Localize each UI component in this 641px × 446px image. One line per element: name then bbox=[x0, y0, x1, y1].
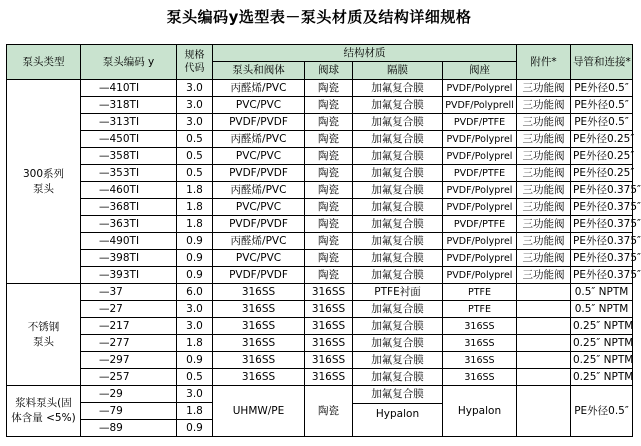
spec-cell: 1.8 bbox=[177, 335, 213, 352]
body-cell: 316SS bbox=[213, 352, 305, 369]
diaphragm-cell: 加氟复合膜 bbox=[353, 131, 443, 148]
body-cell: 丙醛烯/PVC bbox=[213, 131, 305, 148]
spec-cell: 3.0 bbox=[177, 80, 213, 97]
body-cell: 丙醛烯/PVC bbox=[213, 80, 305, 97]
code-cell: —297 bbox=[81, 352, 177, 369]
ball-cell: 陶瓷 bbox=[305, 250, 353, 267]
diaphragm-cell: 加氟复合膜 bbox=[353, 301, 443, 318]
group-type-cell bbox=[7, 80, 81, 284]
seat-cell: 316SS bbox=[443, 335, 517, 352]
code-cell: —363TI bbox=[81, 216, 177, 233]
table-row bbox=[7, 233, 633, 250]
group-type-cell bbox=[7, 386, 81, 437]
ball-cell: 陶瓷 bbox=[305, 199, 353, 216]
accessory-cell: 三功能阀 bbox=[517, 267, 571, 284]
connection-cell: PE外径0.5″ bbox=[571, 97, 633, 114]
body-cell: PVDF/PVDF bbox=[213, 165, 305, 182]
connection-cell: 0.25″ NPTM bbox=[571, 369, 633, 386]
ball-cell: 陶瓷 bbox=[305, 148, 353, 165]
connection-cell: PE外径0.25″ bbox=[571, 148, 633, 165]
connection-cell: PE外径0.5″ bbox=[571, 80, 633, 97]
accessory-cell: 三功能阀 bbox=[517, 182, 571, 199]
accessory-cell: 三功能阀 bbox=[517, 199, 571, 216]
seat-cell: PVDF/Polyprel bbox=[443, 148, 517, 165]
diaphragm-cell: 加氟复合膜 bbox=[353, 250, 443, 267]
header-type: 泵头类型 bbox=[7, 45, 81, 80]
accessory-cell: 三功能阀 bbox=[517, 80, 571, 97]
code-cell: —410TI bbox=[81, 80, 177, 97]
seat-cell: PVDF/Polyprell bbox=[443, 97, 517, 114]
header-ball: 阀球 bbox=[305, 62, 353, 80]
code-cell: —277 bbox=[81, 335, 177, 352]
ball-cell: 陶瓷 bbox=[305, 165, 353, 182]
code-cell: —89 bbox=[81, 420, 177, 437]
seat-cell: PVDF/Polyprel bbox=[443, 250, 517, 267]
table-row bbox=[7, 182, 633, 199]
connection-cell: PE外径0.375″ bbox=[571, 267, 633, 284]
header-body: 泵头和阀体 bbox=[213, 62, 305, 80]
accessory-cell bbox=[517, 335, 571, 352]
spec-cell: 1.8 bbox=[177, 216, 213, 233]
spec-cell: 1.8 bbox=[177, 182, 213, 199]
accessory-cell: 三功能阀 bbox=[517, 114, 571, 131]
table-row bbox=[7, 284, 633, 301]
connection-cell: PE外径0.375″ bbox=[571, 216, 633, 233]
body-cell: 316SS bbox=[213, 335, 305, 352]
code-cell: —353TI bbox=[81, 165, 177, 182]
table-row bbox=[7, 335, 633, 352]
table-row bbox=[7, 369, 633, 386]
body-cell: 316SS bbox=[213, 301, 305, 318]
group-type-cell bbox=[7, 284, 81, 386]
diaphragm-cell: 加氟复合膜 bbox=[353, 114, 443, 131]
pump-head-spec-table bbox=[6, 44, 641, 437]
seat-cell: PVDF/Polyprel bbox=[443, 80, 517, 97]
seat-cell: PVDF/Polyprel bbox=[443, 267, 517, 284]
table-row bbox=[7, 131, 633, 148]
ball-cell: 陶瓷 bbox=[305, 233, 353, 250]
code-cell: —450TI bbox=[81, 131, 177, 148]
diaphragm-cell: 加氟复合膜 bbox=[353, 318, 443, 335]
table-row bbox=[7, 318, 633, 335]
seat-cell: 316SS bbox=[443, 318, 517, 335]
body-cell: PVC/PVC bbox=[213, 250, 305, 267]
table-row bbox=[7, 148, 633, 165]
table-body bbox=[7, 80, 641, 437]
ball-cell: 316SS bbox=[305, 284, 353, 301]
header-connection: 导管和连接* bbox=[571, 45, 633, 80]
seat-cell: PVDF/PTFE bbox=[443, 165, 517, 182]
diaphragm-cell: PTFE衬面 bbox=[353, 284, 443, 301]
spec-cell: 0.9 bbox=[177, 420, 213, 437]
spec-cell: 0.5 bbox=[177, 165, 213, 182]
table-row bbox=[7, 216, 633, 233]
table-row bbox=[7, 97, 633, 114]
diaphragm-cell: 加氟复合膜 bbox=[353, 165, 443, 182]
accessory-cell: 三功能阀 bbox=[517, 233, 571, 250]
header-seat: 阀座 bbox=[443, 62, 517, 80]
accessory-cell: 三功能阀 bbox=[517, 131, 571, 148]
code-cell: —217 bbox=[81, 318, 177, 335]
connection-cell: PE外径0.25″ bbox=[571, 131, 633, 148]
diaphragm-cell: 加氟复合膜 bbox=[353, 182, 443, 199]
accessory-cell: 三功能阀 bbox=[517, 216, 571, 233]
diaphragm-cell bbox=[353, 386, 443, 437]
connection-cell: PE外径0.5″ bbox=[571, 114, 633, 131]
code-cell: —368TI bbox=[81, 199, 177, 216]
code-cell: —358TI bbox=[81, 148, 177, 165]
header-code: 泵头编码 y bbox=[81, 45, 177, 80]
seat-cell: PVDF/Polyprel bbox=[443, 182, 517, 199]
accessory-cell bbox=[517, 284, 571, 301]
ball-cell: 陶瓷 bbox=[305, 114, 353, 131]
body-cell: PVDF/PVDF bbox=[213, 216, 305, 233]
connection-cell: 0.25″ NPTM bbox=[571, 352, 633, 369]
body-cell: PVDF/PVDF bbox=[213, 114, 305, 131]
code-cell: —490TI bbox=[81, 233, 177, 250]
table-row bbox=[7, 352, 633, 369]
seat-cell: PTFE bbox=[443, 284, 517, 301]
ball-cell: 316SS bbox=[305, 352, 353, 369]
ball-cell: 陶瓷 bbox=[305, 386, 353, 437]
table-row bbox=[7, 301, 633, 318]
body-cell: PVC/PVC bbox=[213, 97, 305, 114]
seat-cell: PVDF/Polyprel bbox=[443, 131, 517, 148]
ball-cell: 陶瓷 bbox=[305, 216, 353, 233]
connection-cell: 0.5″ NPTM bbox=[571, 284, 633, 301]
header-diaphragm: 隔膜 bbox=[353, 62, 443, 80]
connection-cell: PE外径0.375″ bbox=[571, 199, 633, 216]
diaphragm-bottom-label: Hypalon bbox=[375, 407, 420, 420]
diaphragm-cell: 加氟复合膜 bbox=[353, 80, 443, 97]
spec-cell: 0.5 bbox=[177, 131, 213, 148]
accessory-cell bbox=[517, 369, 571, 386]
body-cell: 316SS bbox=[213, 369, 305, 386]
ball-cell: 316SS bbox=[305, 369, 353, 386]
accessory-cell bbox=[517, 352, 571, 369]
code-cell: —27 bbox=[81, 301, 177, 318]
body-cell: PVDF/PVDF bbox=[213, 267, 305, 284]
diaphragm-cell: 加氟复合膜 bbox=[353, 233, 443, 250]
connection-cell: PE外径0.375″ bbox=[571, 233, 633, 250]
code-cell: —37 bbox=[81, 284, 177, 301]
diaphragm-cell: 加氟复合膜 bbox=[353, 267, 443, 284]
diaphragm-cell: 加氟复合膜 bbox=[353, 352, 443, 369]
spec-cell: 3.0 bbox=[177, 386, 213, 403]
body-cell: UHMW/PE bbox=[213, 386, 305, 437]
spec-cell: 0.9 bbox=[177, 352, 213, 369]
ball-cell: 陶瓷 bbox=[305, 182, 353, 199]
seat-cell: 316SS bbox=[443, 369, 517, 386]
ball-cell: 陶瓷 bbox=[305, 80, 353, 97]
table-row bbox=[7, 165, 633, 182]
page-title: 泵头编码y选型表－泵头材质及结构详细规格 bbox=[166, 8, 472, 26]
body-cell: 316SS bbox=[213, 284, 305, 301]
seat-cell: PVDF/Polyprel bbox=[443, 233, 517, 250]
body-cell: 丙醛烯/PVC bbox=[213, 182, 305, 199]
connection-cell: 0.5″ NPTM bbox=[571, 301, 633, 318]
spec-cell: 3.0 bbox=[177, 114, 213, 131]
table-row bbox=[7, 267, 633, 284]
seat-cell: PTFE bbox=[443, 301, 517, 318]
connection-cell: PE外径0.375″ bbox=[571, 250, 633, 267]
header-struct: 结构材质 bbox=[213, 45, 517, 62]
body-cell: 丙醛烯/PVC bbox=[213, 233, 305, 250]
accessory-cell bbox=[517, 318, 571, 335]
header-accessory: 附件* bbox=[517, 45, 571, 80]
diaphragm-cell: 加氟复合膜 bbox=[353, 369, 443, 386]
diaphragm-cell: 加氟复合膜 bbox=[353, 148, 443, 165]
table-row bbox=[7, 114, 633, 131]
ball-cell: 陶瓷 bbox=[305, 97, 353, 114]
spec-cell: 3.0 bbox=[177, 301, 213, 318]
connection-cell: 0.25″ NPTM bbox=[571, 318, 633, 335]
table-row bbox=[7, 250, 633, 267]
group-type-label: 浆料泵头(固 体含量 <5%) bbox=[11, 397, 76, 424]
table-row bbox=[7, 199, 633, 216]
diaphragm-cell: 加氟复合膜 bbox=[353, 199, 443, 216]
ball-cell: 316SS bbox=[305, 301, 353, 318]
spec-cell: 0.9 bbox=[177, 233, 213, 250]
accessory-cell bbox=[517, 386, 571, 437]
seat-cell: 316SS bbox=[443, 352, 517, 369]
diaphragm-cell: 加氟复合膜 bbox=[353, 216, 443, 233]
ball-cell: 陶瓷 bbox=[305, 131, 353, 148]
spec-cell: 0.5 bbox=[177, 369, 213, 386]
code-cell: —398TI bbox=[81, 250, 177, 267]
accessory-cell bbox=[517, 301, 571, 318]
header-spec bbox=[177, 45, 213, 80]
spec-cell: 1.8 bbox=[177, 199, 213, 216]
spec-cell: 3.0 bbox=[177, 318, 213, 335]
seat-cell: Hypalon bbox=[443, 386, 517, 437]
table-row bbox=[7, 80, 633, 97]
diaphragm-cell: 加氟复合膜 bbox=[353, 97, 443, 114]
accessory-cell: 三功能阀 bbox=[517, 250, 571, 267]
code-cell: —29 bbox=[81, 386, 177, 403]
seat-cell: PVDF/Polyprel bbox=[443, 199, 517, 216]
spec-cell: 6.0 bbox=[177, 284, 213, 301]
connection-cell: PE外径0.25″ bbox=[571, 165, 633, 182]
diaphragm-top-label: 加氟复合膜 bbox=[353, 387, 442, 404]
group-type-label: 不锈钢 泵头 bbox=[27, 320, 60, 348]
ball-cell: 316SS bbox=[305, 335, 353, 352]
table-row bbox=[7, 386, 633, 403]
connection-cell: PE外径0.5″ bbox=[571, 386, 633, 437]
accessory-cell: 三功能阀 bbox=[517, 97, 571, 114]
connection-cell: 0.25″ NPTM bbox=[571, 335, 633, 352]
spec-cell: 0.9 bbox=[177, 250, 213, 267]
connection-cell: PE外径0.375″ bbox=[571, 182, 633, 199]
spec-cell: 0.9 bbox=[177, 267, 213, 284]
body-cell: 316SS bbox=[213, 318, 305, 335]
spec-cell: 1.8 bbox=[177, 403, 213, 420]
accessory-cell: 三功能阀 bbox=[517, 165, 571, 182]
body-cell: PVC/PVC bbox=[213, 148, 305, 165]
ball-cell: 陶瓷 bbox=[305, 267, 353, 284]
spec-cell: 3.0 bbox=[177, 97, 213, 114]
seat-cell: PVDF/PTFE bbox=[443, 114, 517, 131]
header-spec-text: 规格 代码 bbox=[184, 50, 205, 74]
diaphragm-cell: 加氟复合膜 bbox=[353, 335, 443, 352]
accessory-cell: 三功能阀 bbox=[517, 148, 571, 165]
code-cell: —318TI bbox=[81, 97, 177, 114]
code-cell: —313TI bbox=[81, 114, 177, 131]
seat-cell: PVDF/PTFE bbox=[443, 216, 517, 233]
code-cell: —460TI bbox=[81, 182, 177, 199]
code-cell: —79 bbox=[81, 403, 177, 420]
code-cell: —393TI bbox=[81, 267, 177, 284]
group-type-label: 300系列 泵头 bbox=[22, 167, 65, 195]
spec-cell: 0.5 bbox=[177, 148, 213, 165]
code-cell: —257 bbox=[81, 369, 177, 386]
body-cell: PVC/PVC bbox=[213, 199, 305, 216]
ball-cell: 316SS bbox=[305, 318, 353, 335]
